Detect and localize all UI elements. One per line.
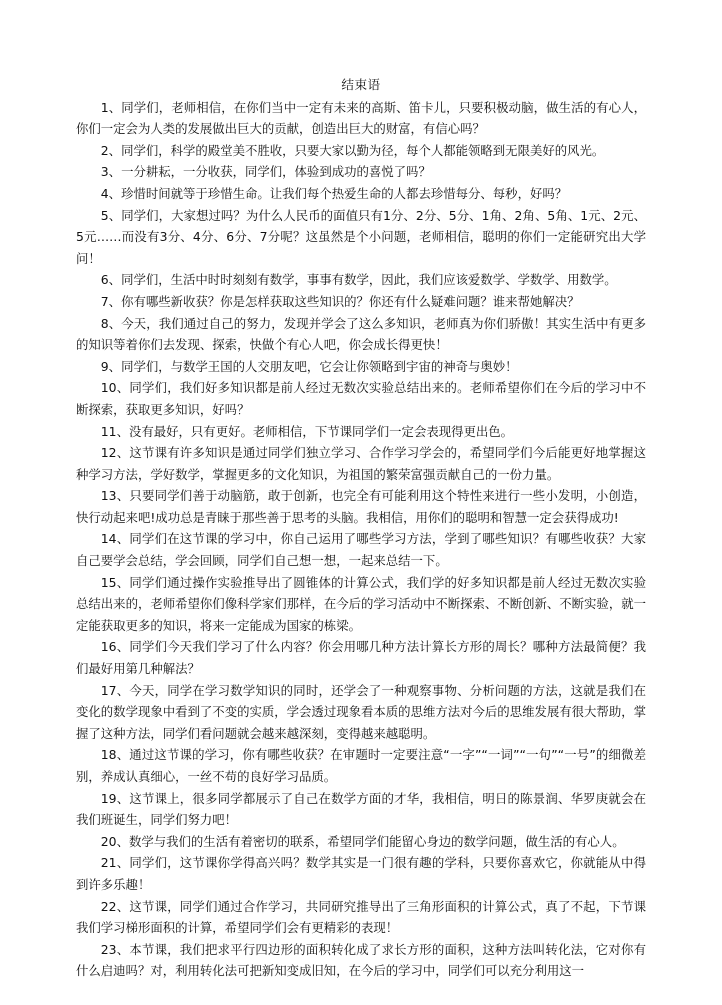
paragraph: 2、同学们，科学的殿堂美不胜收，只要大家以勤为径，每个人都能领略到无限美好的风光。 (100, 142, 605, 158)
paragraph: 3、一分耕耘，一分收获，同学们，体验到成功的喜悦了吗？ (100, 164, 431, 180)
paragraph: 12、这节课有许多知识是通过同学们独立学习、合作学习学会的，希望同学们今后能更好地掌握这种学习方法，学好数学，掌握更多的文化知识，为祖国的繁荣富强贡献自己的一份力量。 (76, 445, 646, 482)
document-title: 结束语 (341, 77, 381, 92)
paragraph: 22、这节课，同学们通过合作学习，共同研究推导出了三角形面积的计算公式，真了不起，下节课我们学习梯形面积的计算，希望同学们会有更精彩的表现！ (76, 898, 646, 936)
paragraph: 14、同学们在这节课的学习中，你自己运用了哪些学习方法，学到了哪些知识？有哪些收获？大家自己要学会总结，学会回顾，同学们自己想一想，一起来总结一下。 (76, 531, 646, 569)
paragraph: 13、只要同学们善于动脑筋，敢于创新，也完全有可能利用这个特性来进行一些小发明，小创造，快行动起来吧!成功总是青睐于那些善于思考的头脑。我相信，用你们的聪明和智慧一定会获得成功! (76, 488, 646, 525)
paragraph: 15、同学们通过操作实验推导出了圆锥体的计算公式，我们学的好多知识都是前人经过无数次实验总结出来的，老师希望你们像科学家们那样，在今后的学习活动中不断探索、不断创新、不断实验，就一定能获取更多的知识，将来一定能成为国家的栋梁。 (76, 574, 646, 633)
paragraph: 23、本节课，我们把求平行四边形的面积转化成了求长方形的面积，这种方法叫转化法，它对你有什么启迪吗？对，利用转化法可把新知变成旧知，在今后的学习中，同学们可以充分利用这一 (76, 941, 646, 979)
paragraph: 19、这节课上，很多同学都展示了自己在数学方面的才华，我相信，明日的陈景润、华罗庚就会在我们班诞生，同学们努力吧！ (76, 790, 646, 828)
paragraph: 21、同学们，这节课你学得高兴吗？数学其实是一门很有趣的学科，只要你喜欢它，你就能从中得到许多乐趣！ (76, 855, 646, 892)
paragraph: 4、珍惜时间就等于珍惜生命。让我们每个热爱生命的人都去珍惜每分、每秒，好吗？ (100, 185, 568, 201)
paragraph: 17、今天，同学在学习数学知识的同时，还学会了一种观察事物、分析问题的方法，这就是我们在变化的数学现象中看到了不变的实质，学会透过现象看本质的思维方法对今后的思维发展有很大帮助，掌握了这种方法，同学们看问题就会越来越深刻，变得越来越聪明。 (76, 682, 646, 741)
paragraph: 8、今天，我们通过自己的努力，发现并学会了这么多知识，老师真为你们骄傲！其实生活中有更多的知识等着你们去发现、探索，快做个有心人吧，你会成长得更快！ (76, 315, 646, 353)
paragraph-list (76, 97, 646, 982)
paragraph: 20、数学与我们的生活有着密切的联系，希望同学们能留心身边的数学问题，做生活的有心人。 (100, 833, 625, 849)
paragraph: 10、同学们，我们好多知识都是前人经过无数次实验总结出来的。老师希望你们在今后的学习中不断探索，获取更多知识，好吗？ (76, 380, 646, 417)
paragraph: 18、通过这节课的学习，你有哪些收获？在审题时一定要注意“一字”“一词”“一句”“一号”的细微差别，养成认真细心，一丝不苟的良好学习品质。 (76, 747, 646, 784)
paragraph: 9、同学们，与数学王国的人交朋友吧，它会让你领略到宇宙的神奇与奥妙！ (100, 358, 518, 374)
paragraph: 11、没有最好，只有更好。老师相信，下节课同学们一定会表现得更出色。 (100, 423, 514, 439)
paragraph: 7、你有哪些新收获？你是怎样获取这些知识的？你还有什么疑难问题？谁来帮她解决？ (100, 293, 580, 309)
paragraph: 5、同学们，大家想过吗？为什么人民币的面值只有1分、2分、5分、1角、2角、5角、1元、2元、5元……而没有3分、4分、6分、7分呢？这虽然是个小问题，老师相信，聪明的你们一定能研究出大学问！ (76, 207, 646, 266)
paragraph: 1、同学们，老师相信，在你们当中一定有未来的高斯、笛卡儿，只要积极动脑，做生活的有心人，你们一定会为人类的发展做出巨大的贡献，创造出巨大的财富，有信心吗？ (76, 99, 646, 137)
paragraph: 6、同学们，生活中时时刻刻有数学，事事有数学，因此，我们应该爱数学、学数学、用数学。 (100, 272, 617, 288)
paragraph: 16、同学们今天我们学习了什么内容？你会用哪几种方法计算长方形的周长？哪种方法最简便？我们最好用第几种解法？ (76, 639, 646, 677)
